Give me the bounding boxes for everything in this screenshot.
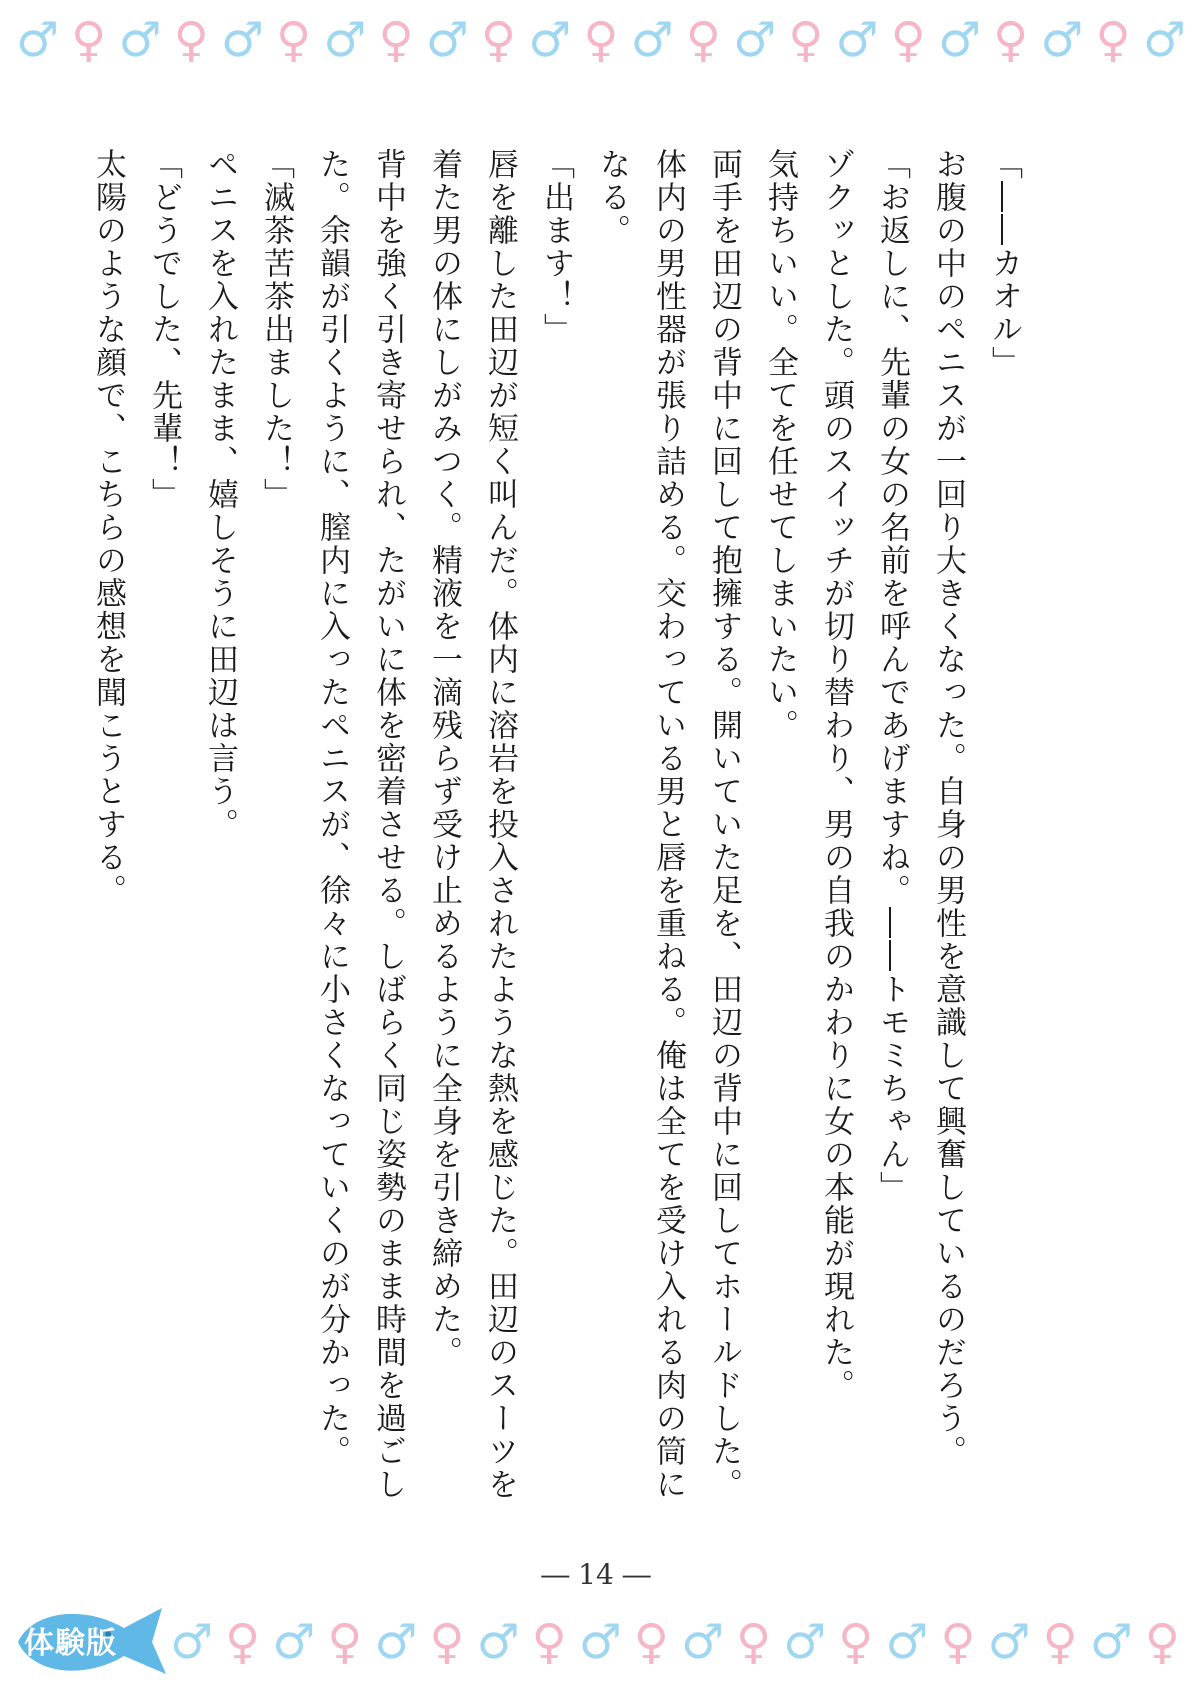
paragraph: 「――カオル」 bbox=[986, 148, 1022, 379]
paragraph: 「どうでした、先輩！」 bbox=[146, 148, 182, 511]
trial-version-label: 体験版 bbox=[24, 1626, 117, 1661]
male-symbol-icon: ♂ bbox=[783, 1614, 827, 1670]
male-symbol-icon: ♂ bbox=[1089, 1614, 1133, 1670]
male-symbol-icon: ♂ bbox=[323, 12, 367, 68]
male-symbol-icon: ♂ bbox=[937, 12, 981, 68]
female-symbol-icon: ♀ bbox=[1042, 1614, 1078, 1670]
female-symbol-icon: ♀ bbox=[327, 1614, 363, 1670]
paragraph: 「お返しに、先輩の女の名前を呼んであげますね。――トモミちゃん」 bbox=[874, 148, 910, 1204]
paragraph: 背中を強く引き寄せられ、たがいに体を密着させる。しばらく同じ姿勢のまま時間を過ごした。余韻が引くように、膣内に入ったペニスが、徐々に小さくなっていくのが分かった。 bbox=[314, 148, 406, 1501]
female-symbol-icon: ♀ bbox=[1144, 1614, 1180, 1670]
female-symbol-icon: ♀ bbox=[940, 1614, 976, 1670]
trial-version-badge bbox=[12, 1598, 172, 1680]
female-symbol-icon: ♀ bbox=[480, 12, 517, 68]
male-symbol-icon: ♂ bbox=[885, 1614, 929, 1670]
paragraph: 「出ます！」 bbox=[538, 148, 574, 346]
male-symbol-icon: ♂ bbox=[835, 12, 879, 68]
paragraph: お腹の中のペニスが一回り大きくなった。自身の男性を意識して興奮しているのだろう。 bbox=[930, 148, 966, 1468]
male-symbol-icon: ♂ bbox=[170, 1614, 214, 1670]
male-symbol-icon: ♂ bbox=[16, 12, 60, 68]
female-symbol-icon: ♀ bbox=[735, 1614, 772, 1670]
paragraph: 両手を田辺の背中に回して抱擁する。開いていた足を、田辺の背中に回してホールドした。体内の男性器が張り詰める。交わっている男と唇を重ねる。俺は全てを受け入れる肉の筒になる。 bbox=[594, 148, 742, 1501]
female-symbol-icon: ♀ bbox=[890, 12, 926, 68]
female-symbol-icon: ♀ bbox=[378, 12, 414, 68]
paragraph: ゾクッとした。頭のスイッチが切り替わり、男の自我のかわりに女の本能が現れた。 bbox=[818, 148, 854, 1402]
bottom-symbol-border bbox=[170, 1612, 1180, 1672]
paragraph: 唇を離した田辺が短く叫んだ。体内に溶岩を投入されたような熱を感じた。田辺のスーツを着た男の体にしがみつく。精液を一滴残らず受け止めるように全身を引き締めた。 bbox=[426, 148, 518, 1501]
top-symbol-border bbox=[16, 10, 1186, 70]
female-symbol-icon: ♀ bbox=[633, 1614, 669, 1670]
male-symbol-icon: ♂ bbox=[578, 1614, 622, 1670]
female-symbol-icon: ♀ bbox=[173, 12, 209, 68]
male-symbol-icon: ♂ bbox=[1142, 12, 1186, 68]
male-symbol-icon: ♂ bbox=[1040, 12, 1084, 68]
female-symbol-icon: ♀ bbox=[838, 1614, 874, 1670]
male-symbol-icon: ♂ bbox=[118, 12, 162, 68]
male-symbol-icon: ♂ bbox=[680, 1614, 724, 1670]
paragraph: 「滅茶苦茶出ました！」 bbox=[258, 148, 294, 511]
male-symbol-icon: ♂ bbox=[220, 12, 264, 68]
female-symbol-icon: ♀ bbox=[788, 12, 824, 68]
male-symbol-icon: ♂ bbox=[528, 12, 572, 68]
male-symbol-icon: ♂ bbox=[476, 1614, 520, 1670]
male-symbol-icon: ♂ bbox=[987, 1614, 1031, 1670]
male-symbol-icon: ♂ bbox=[272, 1614, 316, 1670]
novel-text-body bbox=[80, 148, 1032, 1528]
female-symbol-icon: ♀ bbox=[583, 12, 619, 68]
page-number: ― 14 ― bbox=[541, 1558, 651, 1591]
female-symbol-icon: ♀ bbox=[1095, 12, 1131, 68]
male-symbol-icon: ♂ bbox=[374, 1614, 418, 1670]
female-symbol-icon: ♀ bbox=[531, 1614, 567, 1670]
paragraph: ペニスを入れたまま、嬉しそうに田辺は言う。 bbox=[202, 148, 238, 841]
female-symbol-icon: ♀ bbox=[685, 12, 721, 68]
female-symbol-icon: ♀ bbox=[429, 1614, 465, 1670]
male-symbol-icon: ♂ bbox=[425, 12, 469, 68]
male-symbol-icon: ♂ bbox=[733, 12, 777, 68]
male-symbol-icon: ♂ bbox=[630, 12, 674, 68]
female-symbol-icon: ♀ bbox=[276, 12, 312, 68]
paragraph: 気持ちいい。全てを任せてしまいたい。 bbox=[762, 148, 798, 742]
female-symbol-icon: ♀ bbox=[71, 12, 107, 68]
paragraph: 太陽のような顔で、こちらの感想を聞こうとする。 bbox=[90, 148, 126, 907]
female-symbol-icon: ♀ bbox=[993, 12, 1029, 68]
female-symbol-icon: ♀ bbox=[225, 1614, 261, 1670]
